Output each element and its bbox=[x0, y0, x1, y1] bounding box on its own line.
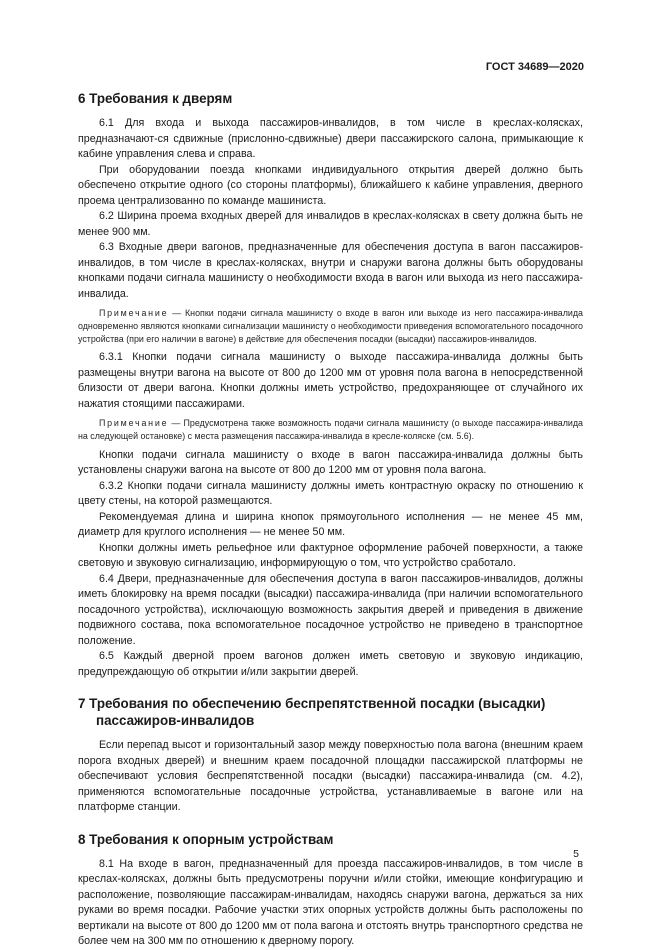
paragraph-6-3: 6.3 Входные двери вагонов, предназначенные для обеспечения доступа в вагон пассажиров-инвалидов, в том числе в креслах-колясках, внутри и снаружи вагона должны быть оборудованы кнопками подачи сигнала машинисту о необходимости входа в вагон или выхода из него пассажира-инвалида. bbox=[78, 241, 583, 300]
section-7-title bbox=[78, 695, 583, 729]
paragraph-8-1: 8.1 На входе в вагон, предназначенный для проезда пассажиров-инвалидов, в том числе в креслах-колясках, должны быть предусмотрены поручни и/или стойки, имеющие конфигурацию и расположение, позволяющие пассажирам-инвалидам, находясь снаружи вагона, держаться за них руками во время посадки. Рабочие участки этих опорных устройств должны быть расположены по вертикали на высоте от 800 до 1200 мм от пола вагона и отстоять внутрь транспортного средства не более чем на 300 мм по отношению к дверному порогу. bbox=[78, 857, 583, 948]
paragraph-6-1-buttons: При оборудовании поезда кнопками индивидуального открытия дверей должно быть обеспечено открытие одного (со стороны платформы), ближайшего к кабине управления, дверного проема централизованно по команде машиниста. bbox=[78, 163, 583, 207]
note-1-label: Примечание bbox=[99, 308, 169, 318]
page-number: 5 bbox=[573, 848, 579, 860]
page-content bbox=[78, 90, 583, 950]
note-2-label: Примечание bbox=[99, 418, 169, 429]
paragraph-6-3-1-outside: Кнопки подачи сигнала машинисту о входе в вагон пассажира-инвалида должны быть установлены снаружи вагона на высоте от 800 до 1200 мм от уровня пола вагона. bbox=[78, 448, 583, 477]
paragraph-6-3-2-relief: Кнопки должны иметь рельефное или фактурное оформление рабочей поверхности, а также световую и звуковую сигнализацию, информирующую о том, что устройство сработало. bbox=[78, 541, 583, 570]
paragraph-6-3-1: 6.3.1 Кнопки подачи сигнала машинисту о выходе пассажира-инвалида должны быть размещены внутри вагона на высоте от 800 до 1200 мм от уровня пола вагона в непосредственной близости от двери вагона. Кнопки должны иметь устройство, предохраняющее от случайного их нажатия стоящими пассажирами. bbox=[78, 351, 583, 410]
paragraph-6-4: 6.4 Двери, предназначенные для обеспечения доступа в вагон пассажиров-инвалидов, должны иметь блокировку на время посадки (высадки) пассажира-инвалида (при наличии вспомогательного посадочного устройства), исключающую возможность закрытия дверей и приведения в движение подвижного состава, пока вспомогательное посадочное устройство не приведено в транспортное положение. bbox=[78, 572, 583, 647]
paragraph-6-3-2: 6.3.2 Кнопки подачи сигнала машинисту должны иметь контрастную окраску по отношению к цвету стены, на которой размещаются. bbox=[78, 479, 583, 508]
paragraph-7: Если перепад высот и горизонтальный зазор между поверхностью пола вагона (внешним краем порога входных дверей) и внешним краем посадочной площадки пассажирской платформы не обеспечивают условия беспрепятственной посадки (высадки) пассажира-инвалида (см. 4.2), применяются вспомогательные посадочные устройства, устанавливаемые в вагоне или на платформе станции. bbox=[78, 739, 583, 814]
section-8 bbox=[78, 831, 583, 950]
note-2 bbox=[78, 417, 583, 443]
note-1-text: — Кнопки подачи сигнала машинисту о входе в вагон или выходе из него пассажира-инвалида одновременно являются кнопками сигнализации машинисту о необходимости приведения вспомогательного посадочного устройства (при его наличии в вагоне) в действие для обеспечения посадки (высадки) пассажиров-инвалидов. bbox=[78, 308, 583, 344]
section-8-title: 8 Требования к опорным устройствам bbox=[78, 831, 334, 847]
paragraph-6-3-2-size: Рекомендуемая длина и ширина кнопок прямоугольного исполнения — не менее 45 мм, диаметр для круглого исполнения — не менее 50 мм. bbox=[78, 510, 583, 539]
note-1 bbox=[78, 307, 583, 345]
note-2-text: — Предусмотрена также возможность подачи сигнала машинисту (о выходе пассажира-инвалида на следующей остановке) с места размещения пассажира-инвалида в кресле-коляске (см. 5.6). bbox=[78, 418, 583, 442]
section-6-title: 6 Требования к дверям bbox=[78, 91, 233, 106]
paragraph-6-2: 6.2 Ширина проема входных дверей для инвалидов в креслах-колясках в свету должна быть не менее 900 мм. bbox=[78, 210, 583, 238]
section-7-title-line-1: 7 Требования по обеспечению беспрепятственной посадки (высадки) bbox=[78, 696, 546, 712]
paragraph-6-1: 6.1 Для входа и выхода пассажиров-инвалидов, в том числе в креслах-колясках, предназначают-ся сдвижные (прислонно-сдвижные) двери пассажирского салона, примыкающие к кабине управления слева и справа. bbox=[78, 117, 583, 160]
document-id: ГОСТ 34689—2020 bbox=[485, 61, 584, 73]
paragraph-6-5: 6.5 Каждый дверной проем вагонов должен иметь световую и звуковую индикацию, предупреждающую об открытии и/или закрытии дверей. bbox=[78, 650, 583, 678]
section-6 bbox=[78, 90, 583, 680]
section-7 bbox=[78, 695, 583, 816]
section-7-title-line-2: пассажиров-инвалидов bbox=[96, 713, 255, 729]
